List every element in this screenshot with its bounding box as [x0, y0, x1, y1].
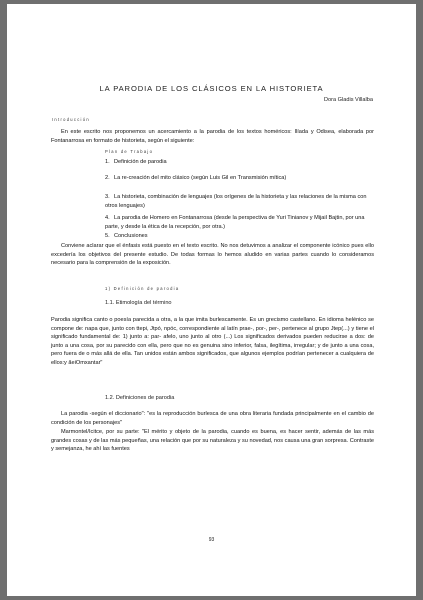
list-item: 1. Definición de parodia	[105, 159, 167, 165]
intro-paragraph: En este escrito nos proponemos un acercamiento a la parodia de los textos homéricos: Ilíada y Odisea, elaborada por Fontanarrosa en formato de historieta, según el siguiente:	[51, 129, 374, 144]
conviene-paragraph: Conviene aclarar que el énfasis está puesto en el texto escrito. No nos detuvimos a analizar el componente icónico pues ello excedería los objetivos del presente estudio. De todas formas lo hemos aludido en varias partes cuando lo consideramos necesario para la comprensión de la exposición.	[51, 243, 374, 267]
page-number: 93	[208, 537, 215, 543]
etimologia-paragraph: Parodia significa canto o poesía parecida a otra, a la que imita burlescamente. Es un grecismo castellano. En idioma helénico se compone de: napa que, junto con ttepi, Jtpó, npóc, correspondiente al latín prae-, por-, per-, pertenece al grupo Jtep(...) y tiene el significado fundamental de: 1) junto a: par- afelo, uno junto al otro (...) Los significados derivados pueden reducirse a dos: de junto a una cosa, por su parecido con ella, pero que no es genuina sino inferior, falsa, ilegítima, irregular; y de junto a una cosa, pero fuera de o más allá de ella. Tan unidos están ambos significados, que algunos ejemplos podrían pertenecer a cualquiera de ellos:y ãeiOmxantar"	[51, 317, 374, 366]
plan-label: Plan de Trabajo	[105, 149, 154, 154]
subsection-etimologia: 1.1. Etimología del término	[105, 300, 172, 306]
section-label-definicion: 1) Definición de parodia	[105, 286, 180, 291]
subsection-definiciones: 1.2. Definiciones de parodia	[105, 395, 175, 401]
document-page	[7, 4, 416, 596]
definicion-paragraph-1: La parodia -según el diccionario": "es la reproducción burlesca de una obra literaria fundada principalmente en el cambio de condición de los personajes"	[51, 411, 374, 426]
author-name: Dora Gladis Villalba	[323, 97, 373, 103]
list-item: 3. La historieta, combinación de lenguajes (los orígenes de la historieta y las relaciones de la misma con otros lenguajes)	[105, 194, 367, 209]
list-item: 5. Conclusiones	[105, 233, 148, 239]
article-title: LA PARODIA DE LOS CLÁSICOS EN LA HISTORIETA	[99, 84, 324, 93]
list-item: 4. La parodia de Homero en Fontanarrosa (desde la perspectiva de Yuri Tinianov y Mijail Bajtin, por una parte, y desde la ética de la recepción, por otra.)	[105, 215, 365, 230]
definicion-paragraph-2: Marmontel/Icitce, por su parte: "El mérito y objeto de la parodia, cuando es buena, es hacer sentir, además de las más grandes cosas y de las más pequeñas, una relación que por su naturaleza y su novedad, nos causa una gran sorpresa. Contraste y semejanza, he ahí las fuentes	[51, 429, 374, 453]
list-item: 2. La re-creación del mito clásico (según Luis Gil en Transmisión mítica)	[105, 175, 287, 181]
section-label-introduccion: Introducción	[52, 117, 90, 122]
